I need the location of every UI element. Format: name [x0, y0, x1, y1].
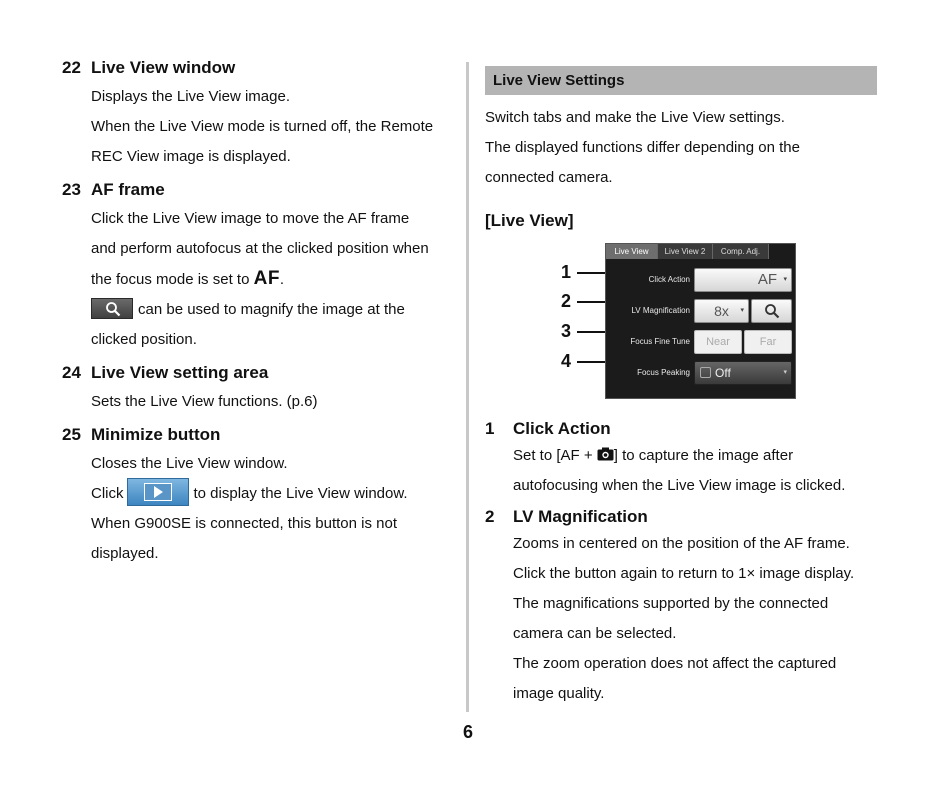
tab-live-view[interactable]: Live View: [606, 244, 658, 259]
paragraph-line: clicked position.: [91, 331, 197, 348]
section-heading: 25 Minimize button: [62, 425, 221, 444]
section-heading: 24 Live View setting area: [62, 363, 269, 382]
dropdown-caret-icon: ▾: [783, 276, 787, 283]
paragraph-line: and perform autofocus at the clicked position when: [91, 240, 429, 257]
paragraph-line: displayed.: [91, 545, 159, 562]
near-button[interactable]: Near: [694, 330, 742, 354]
callout-number: 4: [561, 351, 572, 371]
paragraph-line: REC View image is displayed.: [91, 148, 291, 165]
paragraph-line: connected camera.: [485, 169, 613, 186]
camera-icon: [597, 447, 614, 461]
click-action-select[interactable]: AF ▾: [694, 268, 792, 292]
paragraph-line: the focus mode is set to AF.: [91, 268, 285, 289]
callout-number: 2: [561, 291, 572, 311]
row-click-action: [606, 266, 795, 294]
paragraph-line: Sets the Live View functions. (p.6): [91, 393, 318, 410]
paragraph-line: image quality.: [513, 685, 605, 702]
peaking-icon: [700, 367, 711, 378]
paragraph-line: Click to display the Live View window.: [91, 479, 462, 509]
left-column: [62, 56, 462, 575]
row-label: Focus Peaking: [637, 368, 690, 377]
magnification-select[interactable]: 8x ▾: [694, 299, 749, 323]
right-column: [485, 66, 877, 709]
paragraph-line: autofocusing when the Live View image is clicked.: [513, 477, 846, 494]
section-22: [62, 56, 462, 172]
paragraph-line: can be used to magnify the image at the: [91, 295, 462, 325]
paragraph-line: When the Live View mode is turned off, the Remote: [91, 118, 434, 135]
paragraph-line: The magnifications supported by the connected: [513, 595, 829, 612]
magnifier-icon: [91, 298, 133, 319]
magnify-button[interactable]: [751, 299, 792, 323]
section-24: [62, 361, 462, 417]
far-button[interactable]: Far: [744, 330, 792, 354]
tab-live-view-2[interactable]: Live View 2: [658, 244, 713, 259]
paragraph-line: Click the Live View image to move the AF frame: [91, 210, 410, 227]
section-23: [62, 178, 462, 355]
paragraph-line: When G900SE is connected, this button is not: [91, 515, 398, 532]
paragraph-line: Set to [AF + ] to capture the image after: [513, 447, 794, 464]
section-heading: 22 Live View window: [62, 58, 236, 77]
dropdown-caret-icon: ▾: [783, 369, 787, 376]
row-label: LV Magnification: [631, 306, 690, 315]
focus-peaking-select[interactable]: Off ▾: [694, 361, 792, 385]
callout-number: 1: [561, 262, 572, 282]
paragraph-line: Closes the Live View window.: [91, 455, 288, 472]
dropdown-caret-icon: ▾: [740, 307, 744, 314]
paragraph-line: Switch tabs and make the Live View settings.: [485, 109, 785, 126]
paragraph-line: Click the button again to return to 1× image display.: [513, 565, 855, 582]
play-icon: [127, 478, 189, 506]
row-focus-peaking: [606, 359, 795, 387]
paragraph-line: Displays the Live View image.: [91, 88, 290, 105]
item-heading: 1 Click Action: [485, 419, 611, 438]
row-label: Focus Fine Tune: [630, 337, 690, 346]
row-label: Click Action: [648, 275, 690, 284]
live-view-settings-panel: [605, 243, 796, 399]
paragraph-line: Zooms in centered on the position of the AF frame.: [513, 535, 850, 552]
item-heading: 2 LV Magnification: [485, 507, 648, 526]
magnifier-icon: [764, 303, 780, 319]
section-heading: 23 AF frame: [62, 180, 165, 199]
subheading: [Live View]: [485, 211, 574, 230]
column-divider: [466, 62, 469, 712]
row-lv-magnification: [606, 297, 795, 325]
row-focus-fine-tune: [606, 328, 795, 356]
paragraph-line: The zoom operation does not affect the captured: [513, 655, 837, 672]
af-mode-symbol: AF: [253, 268, 280, 289]
live-view-panel-figure: [485, 241, 877, 409]
paragraph-line: The displayed functions differ depending on the: [485, 139, 800, 156]
page-number: 6: [462, 722, 473, 742]
paragraph-line: camera can be selected.: [513, 625, 677, 642]
callout-number: 3: [561, 321, 572, 341]
tab-comp-adj[interactable]: Comp. Adj.: [713, 244, 769, 259]
section-25: [62, 423, 462, 569]
section-banner: Live View Settings: [485, 66, 877, 95]
tab-bar: [606, 244, 795, 259]
